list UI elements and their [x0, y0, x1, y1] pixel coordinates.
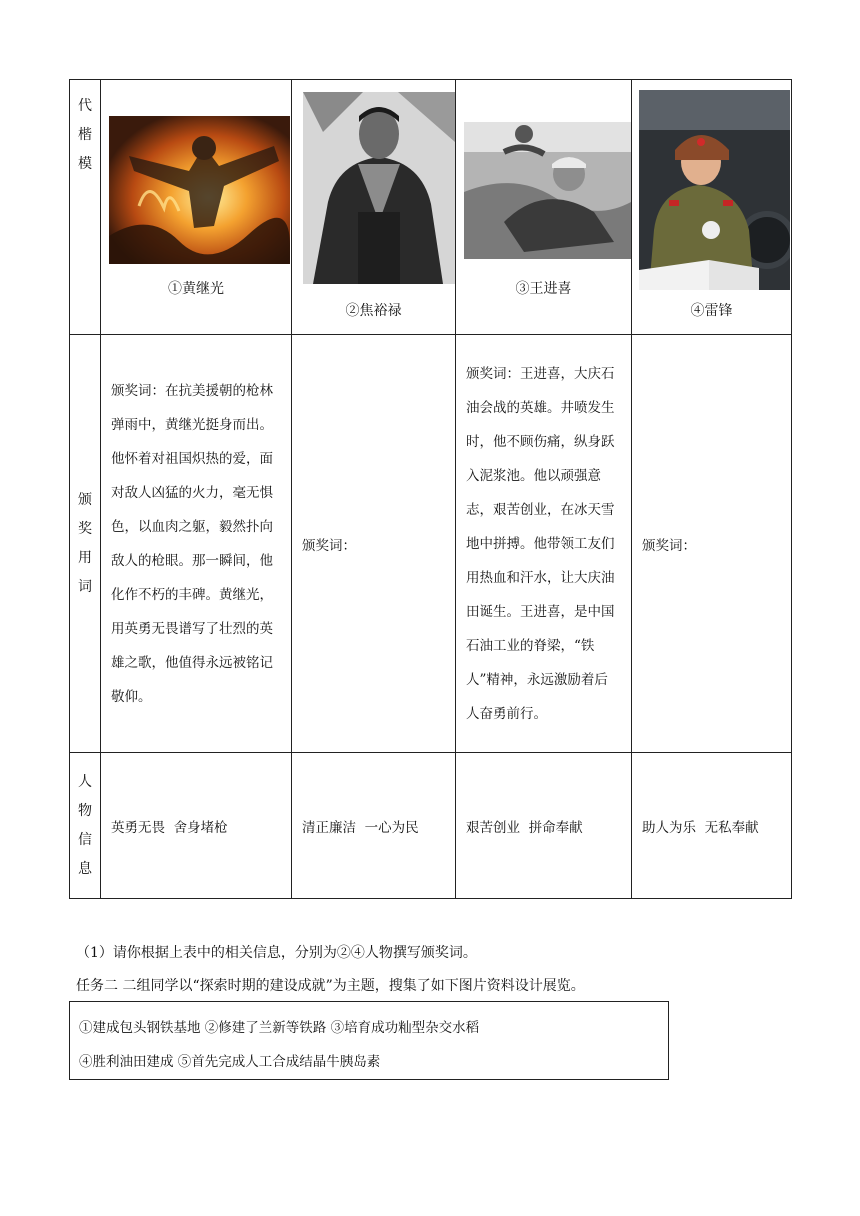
person-cell-4 — [632, 80, 792, 335]
info-text-3: 艰苦创业 拼命奉献 — [456, 753, 632, 899]
person-cell-2 — [292, 80, 456, 335]
model-table — [69, 79, 792, 899]
person-caption: ④雷锋 — [690, 303, 733, 319]
achievement-line: ①建成包头钢铁基地 ②修建了兰新等铁路 ③培育成功籼型杂交水稻 — [79, 1020, 480, 1036]
row-label-award: 颁 奖 用 词 — [70, 335, 101, 753]
soldier-with-book-photo — [639, 90, 790, 290]
info-text-4: 助人为乐 无私奉献 — [632, 753, 792, 899]
row-label-info: 人 物 信 息 — [70, 753, 101, 899]
question-text: （1）请你根据上表中的相关信息，分别为②④人物撰写颁奖词。 — [76, 945, 477, 961]
info-text-1: 英勇无畏 舍身堵枪 — [101, 753, 292, 899]
award-text-4: 颁奖词： — [632, 335, 792, 753]
person-caption: ①黄继光 — [168, 281, 224, 297]
person-caption: ③王进喜 — [515, 281, 572, 297]
person-cell-3 — [456, 80, 632, 335]
person-cell-1 — [101, 80, 292, 335]
mud-pool-worker-photo — [464, 122, 631, 259]
row-label-models: 代 楷 模 — [70, 80, 101, 335]
achievement-box — [69, 1001, 669, 1080]
info-text-2: 清正廉洁 一心为民 — [292, 753, 456, 899]
task-two-text: 任务二 二组同学以“探索时期的建设成就”为主题，搜集了如下图片资料设计展览。 — [76, 978, 585, 994]
achievement-line: ④胜利油田建成 ⑤首先完成人工合成结晶牛胰岛素 — [79, 1054, 381, 1070]
person-caption: ②焦裕禄 — [345, 303, 402, 319]
award-text-2: 颁奖词： — [292, 335, 456, 753]
man-portrait-photo — [303, 92, 455, 284]
award-text-3: 颁奖词：王进喜，大庆石油会战的英雄。井喷发生时，他不顾伤痛，纵身跃入泥浆池。他以顽强意志，艰苦创业，在冰天雪地中拼搏。他带领工友们用热血和汗水，让大庆油田诞生。王进喜，是中国石油工业的脊梁，“铁人”精神，永远激励着后人奋勇前行。 — [456, 335, 632, 753]
flames-soldier-photo — [109, 116, 290, 264]
award-text-1: 颁奖词：在抗美援朝的枪林弹雨中，黄继光挺身而出。他怀着对祖国炽热的爱，面对敌人凶猛的火力，毫无惧色，以血肉之躯，毅然扑向敌人的枪眼。那一瞬间，他化作不朽的丰碑。黄继光，用英勇无畏谱写了壮烈的英雄之歌，他值得永远被铭记敬仰。 — [101, 335, 292, 753]
